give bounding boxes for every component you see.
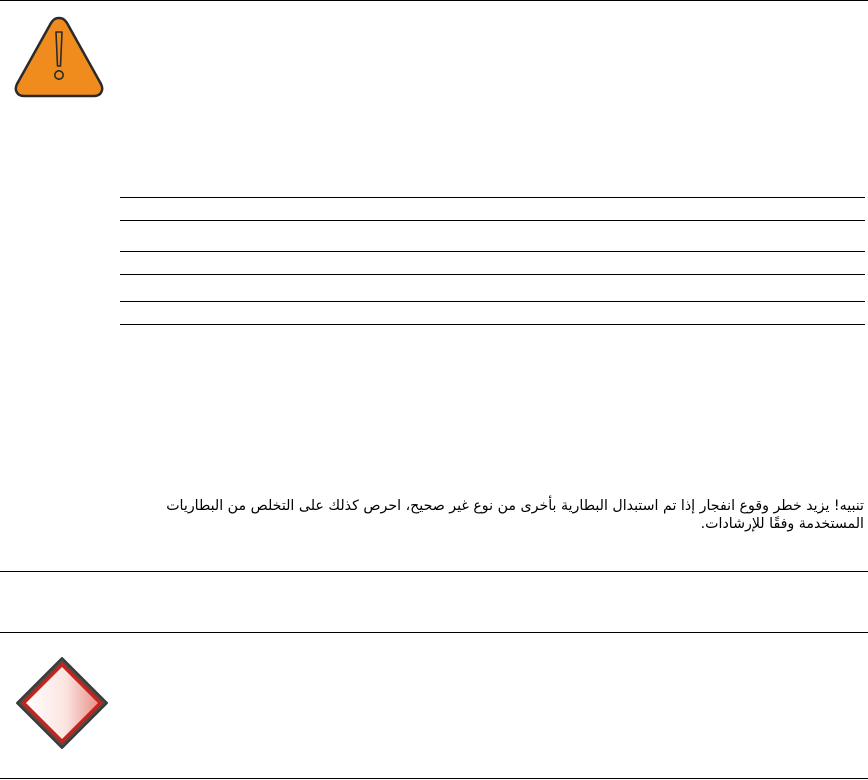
top-rule [0, 0, 868, 1]
table-rule-5 [120, 301, 865, 302]
section-rule-1 [0, 571, 868, 572]
caution-diamond-icon [14, 655, 110, 751]
table-rule-4 [120, 274, 865, 275]
table-rule-1 [120, 197, 865, 198]
table-rule-2 [120, 220, 865, 221]
battery-warning-text: تنبيه! يزيد خطر وقوع انفجار إذا تم استبدال البطارية بأخرى من نوع غير صحيح، احرص كذلك على التخلص من البطاريات المستخدمة وفقًا للإرشادات. [166, 498, 864, 532]
table-rule-6 [120, 324, 865, 325]
table-rule-3 [120, 251, 865, 252]
warning-triangle-icon [13, 14, 105, 100]
section-rule-2 [0, 632, 868, 633]
bottom-rule [0, 778, 868, 779]
